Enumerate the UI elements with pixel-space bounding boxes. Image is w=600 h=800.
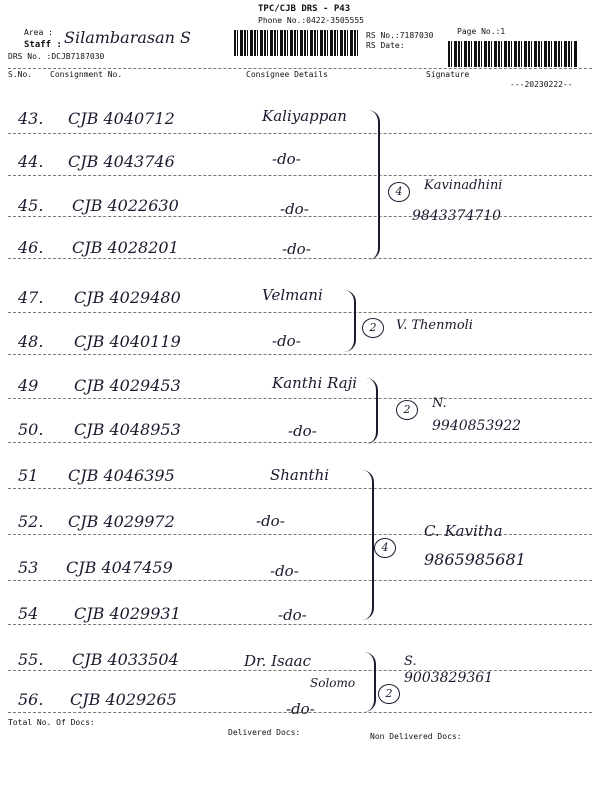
rs-number: RS No.:7187030 [366, 31, 434, 40]
recipient-phone: 9843374710 [412, 208, 502, 224]
row-consignment: CJB 4033504 [72, 650, 179, 669]
row-sno: 54 [18, 604, 39, 623]
row-consignment: CJB 4047459 [66, 558, 173, 577]
document-title: TPC/CJB DRS - P43 [258, 4, 351, 14]
row-sno: 56. [18, 690, 44, 709]
row-sno: 50. [18, 420, 44, 439]
row-consignee: -do- [256, 512, 285, 530]
row-sno: 46. [18, 238, 44, 257]
row-rule [8, 398, 592, 399]
row-consignment: CJB 4029480 [74, 288, 181, 307]
row-sno: 44. [18, 152, 44, 171]
row-rule [8, 175, 592, 176]
phone-number: Phone No.:0422-3505555 [258, 16, 364, 25]
group-count-circle: 2 [378, 684, 400, 704]
row-rule [8, 258, 592, 259]
row-sno: 49 [18, 376, 39, 395]
delivered-docs-label: Delivered Docs: [228, 728, 301, 737]
row-rule [8, 133, 592, 134]
recipient-phone: 9940853922 [432, 418, 522, 434]
row-consignment: CJB 4029453 [74, 376, 181, 395]
group-count-circle: 4 [388, 182, 410, 202]
row-consignee: -do- [270, 562, 299, 580]
col-consignee: Consignee Details [246, 70, 328, 79]
drs-number: DRS No. :DCJB7187030 [8, 52, 105, 61]
recipient-phone: 9865985681 [424, 550, 526, 569]
col-sno: S.No. [8, 70, 33, 79]
row-consignee: Velmani [262, 286, 323, 304]
group-count-circle: 2 [396, 400, 418, 420]
group-count-circle: 2 [362, 318, 384, 338]
row-sno: 47. [18, 288, 44, 307]
group-brace [362, 378, 378, 444]
row-consignment: CJB 4040712 [68, 109, 175, 128]
row-consignee: Shanthi [270, 466, 330, 484]
recipient-signature: V. Thenmoli [396, 318, 473, 333]
row-consignment: CJB 4029265 [70, 690, 177, 709]
row-consignee: -do- [278, 606, 307, 624]
row-sno: 51 [18, 466, 39, 485]
col-consignment: Consignment No. [50, 70, 123, 79]
area-label: Area : [24, 28, 53, 37]
recipient-signature: C. Kavitha [424, 522, 503, 540]
page-number: Page No.:1 [457, 27, 506, 36]
row-consignee: -do- [272, 332, 301, 350]
col-signature: Signature [426, 70, 470, 79]
row-consignee: -do- [282, 240, 311, 258]
row-consignee: -do- [286, 700, 315, 718]
row-consignee: -do- [288, 422, 317, 440]
date-code: ---20230222-- [510, 80, 573, 89]
rs-date: RS Date: [366, 41, 405, 50]
row-rule [8, 488, 592, 489]
consignee-extra: Solomo [310, 676, 356, 690]
row-sno: 48. [18, 332, 44, 351]
group-brace [340, 290, 356, 352]
row-consignee: -do- [280, 200, 309, 218]
row-rule [8, 442, 592, 443]
row-consignee: Kanthi Raji [272, 374, 358, 392]
row-rule [8, 312, 592, 313]
row-sno: 43. [18, 109, 44, 128]
non-delivered-docs-label: Non Delivered Docs: [370, 732, 462, 741]
row-consignment: CJB 4048953 [74, 420, 181, 439]
group-brace [356, 470, 374, 620]
group-brace [360, 652, 376, 712]
row-sno: 52. [18, 512, 44, 531]
row-consignment: CJB 4022630 [72, 196, 179, 215]
row-consignment: CJB 4040119 [74, 332, 181, 351]
row-consignment: CJB 4043746 [68, 152, 175, 171]
row-sno: 53 [18, 558, 39, 577]
row-consignee: -do- [272, 150, 301, 168]
row-rule [8, 670, 592, 671]
row-consignment: CJB 4029931 [74, 604, 181, 623]
recipient-signature: N. [432, 396, 447, 411]
row-rule [8, 534, 592, 535]
row-sno: 45. [18, 196, 44, 215]
recipient-signature: Kavinadhini [424, 178, 503, 193]
row-rule [8, 354, 592, 355]
row-consignee: Kaliyappan [262, 107, 347, 125]
barcode-rs [448, 41, 578, 67]
group-brace [362, 110, 380, 260]
row-rule [8, 580, 592, 581]
row-consignment: CJB 4029972 [68, 512, 175, 531]
row-consignment: CJB 4028201 [72, 238, 179, 257]
barcode-drs [234, 30, 358, 56]
recipient-phone: 9003829361 [404, 670, 494, 686]
header-rule [8, 68, 592, 69]
row-sno: 55. [18, 650, 44, 669]
row-consignee: Dr. Isaac [244, 652, 311, 670]
recipient-signature: S. [404, 654, 417, 669]
staff-name: Silambarasan S [64, 28, 191, 47]
row-rule [8, 624, 592, 625]
group-count-circle: 4 [374, 538, 396, 558]
total-docs-label: Total No. Of Docs: [8, 718, 95, 727]
row-consignment: CJB 4046395 [68, 466, 175, 485]
staff-label: Staff : [24, 40, 62, 50]
